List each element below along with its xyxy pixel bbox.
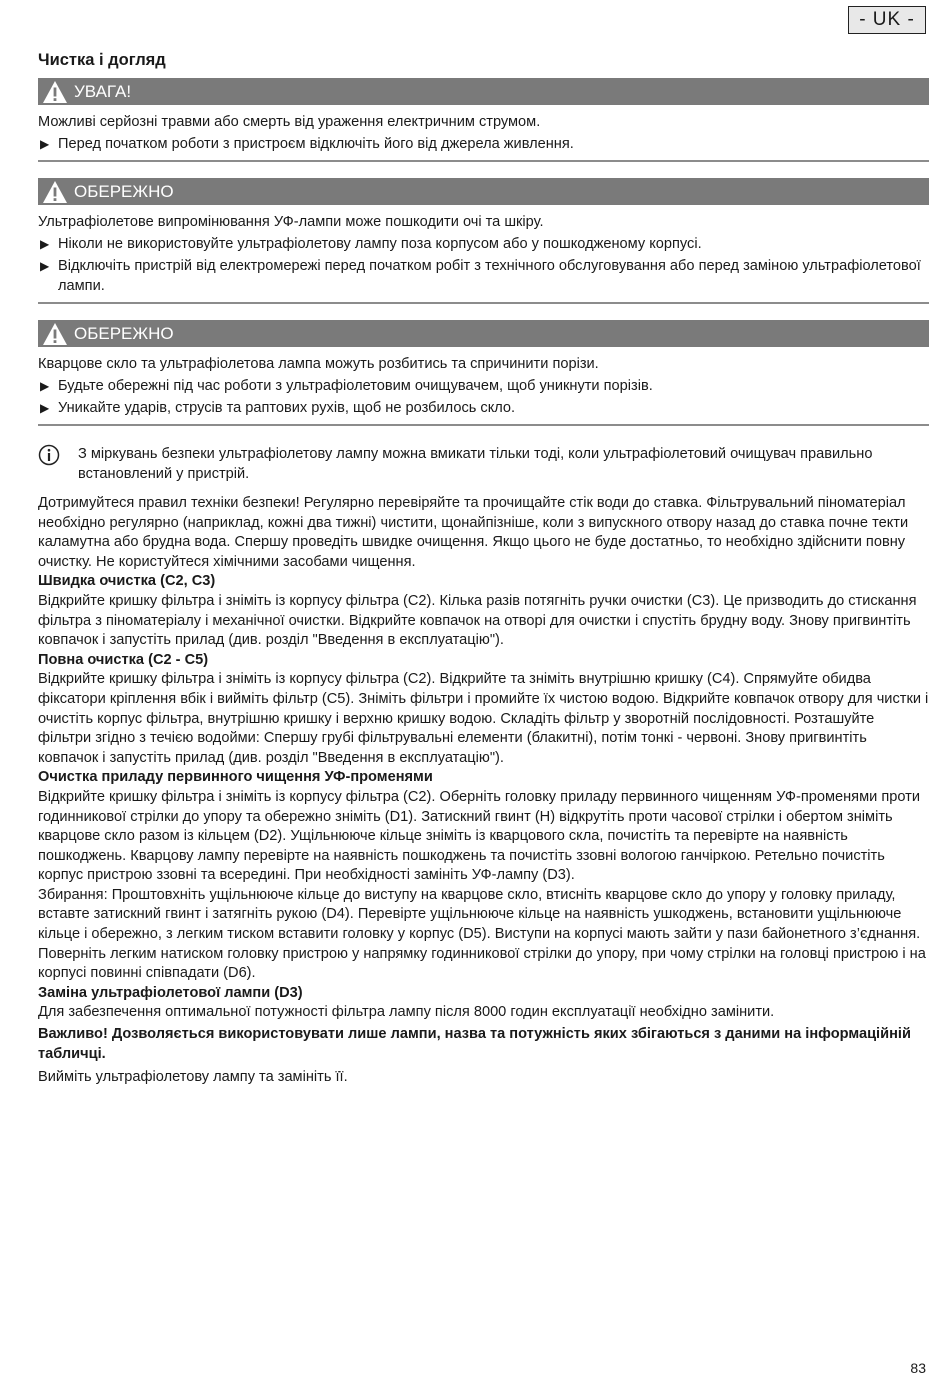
caution-bar bbox=[38, 178, 929, 205]
final-step: Вийміть ультрафіолетову лампу та замініть її. bbox=[38, 1069, 348, 1086]
bullet-arrow-icon: ▶ bbox=[40, 401, 50, 415]
uv-clean-heading: Очистка приладу первинного чищення УФ-променями bbox=[38, 769, 433, 786]
info-icon bbox=[38, 444, 78, 484]
language-tab: - UK - bbox=[848, 6, 926, 34]
bullet-arrow-icon: ▶ bbox=[40, 237, 50, 251]
warning-bar bbox=[38, 78, 929, 105]
info-note bbox=[38, 444, 929, 484]
info-text: З міркувань безпеки ультрафіолетову лампу можна вмикати тільки тоді, коли ультрафіолетовий очищувач правильно встановлений у пристрій. bbox=[78, 446, 873, 482]
caution-bullet: ▶ Будьте обережні під час роботи з ультрафіолетовим очищувачем, щоб уникнути порізів. bbox=[40, 378, 653, 394]
caution-bullet: ▶ Уникайте ударів, струсів та раптових рухів, щоб не розбилось скло. bbox=[40, 400, 516, 416]
warning-bullet: ▶ Перед початком роботи з пристроєм відключіть його від джерела живлення. bbox=[40, 136, 574, 152]
warning-text: Можливі серйозні травми або смерть від ураження електричним струмом. bbox=[38, 114, 541, 130]
intro-paragraph: Дотримуйтеся правил техніки безпеки! Регулярно перевіряйте та прочищайте стік води до ставка. Фільтрувальний піноматеріал необхідно регулярно (наприклад, кожні два тижні) чистити, щонайпізніше, коли з випускного отвору назад до ставка почне текти каламутна або брудна вода. Спершу проведіть швидке очищення. Якщо цього не буде достатньо, то необхідно здійснити повну очистку. Не користуйтеся хімічними засобами чищення. bbox=[38, 495, 909, 570]
quick-clean-heading: Швидка очистка (C2, C3) bbox=[38, 573, 216, 590]
caution-bullet: ▶ Відключіть пристрій від електромережі перед початком робіт з технічного обслуговування або перед заміною ультрафіолетової лампи. bbox=[40, 258, 921, 294]
warning-triangle-icon bbox=[42, 322, 68, 346]
important-note: Важливо! Дозволяється використовувати лише лампи, назва та потужність яких збігаються з даними на інформаційній табличці. bbox=[38, 1026, 911, 1062]
warning-label: УВАГА! bbox=[74, 81, 132, 101]
page-content bbox=[38, 51, 929, 1088]
page-title: Чистка і догляд bbox=[38, 51, 166, 69]
caution-bar bbox=[38, 320, 929, 347]
warning-triangle-icon bbox=[42, 80, 68, 104]
bullet-arrow-icon: ▶ bbox=[40, 137, 50, 151]
caution-bullet: ▶ Ніколи не використовуйте ультрафіолетову лампу поза корпусом або у пошкодженому корпусі. bbox=[40, 236, 702, 252]
caution-label: ОБЕРЕЖНО bbox=[74, 181, 174, 201]
lamp-replace-text: Для забезпечення оптимальної потужності фільтра лампу після 8000 годин експлуатації необхідно замінити. bbox=[38, 1004, 775, 1021]
assembly-text: Збирання: Проштовхніть ущільнююче кільце до виступу на кварцове скло, втисніть кварцове скло до упору у головку приладу, вставте затискний гвинт і затягніть рукою (D4). Перевірте ущільнююче кільце на наявність ушкоджень, встановити ущільнююче кільце і обережно, з легким тиском вставити головку у корпус (D5). Виступи на корпусі мають зайти у пази байонетного з’єднання. Поверніть легким натиском головку пристрою у напрямку годинникової стрілки до упору, при чому стрілки на головці пристрою і на корпусі повинні співпадати (D6). bbox=[38, 886, 926, 982]
warning-triangle-icon bbox=[42, 180, 68, 204]
bullet-arrow-icon: ▶ bbox=[40, 379, 50, 393]
caution-label: ОБЕРЕЖНО bbox=[74, 323, 174, 343]
page-number: 83 bbox=[910, 1360, 926, 1376]
lamp-replace-heading: Заміна ультрафіолетової лампи (D3) bbox=[38, 984, 303, 1001]
caution-text: Кварцове скло та ультрафіолетова лампа можуть розбитись та спричинити порізи. bbox=[38, 356, 599, 372]
divider bbox=[38, 424, 929, 426]
bullet-arrow-icon: ▶ bbox=[40, 259, 50, 273]
divider bbox=[38, 160, 929, 162]
uv-clean-text: Відкрийте кришку фільтра і зніміть із корпусу фільтра (C2). Оберніть головку приладу первинного чищенням УФ-променями проти годинникової стрілки до упору та обережно зніміть (D1). Затискний гвинт (H) відкрутіть проти часової стрілки і обертом зніміть кварцове скло разом із кільцем (D2). Ущільнююче кільце зніміть із кварцового скла, почистіть та перевірте на наявність пошкоджень. Кварцову лампу перевірте на наявність пошкоджень та почистіть ззовні вологою ганчіркою. Ретельно почистіть корпус пристрою ззовні та всередині. При необхідності замініть УФ-лампу (D3). bbox=[38, 788, 920, 884]
quick-clean-text: Відкрийте кришку фільтра і зніміть із корпусу фільтра (C2). Кілька разів потягніть ручки очистки (C3). Це призводить до стискання фільтра з піноматеріалу і механічної очистки. Відкрийте ковпачок на отворі для очистки і спустіть брудну воду. Знову пригвинтіть ковпачок і запустіть прилад (див. розділ "Введення в експлуатацію"). bbox=[38, 592, 917, 649]
full-clean-text: Відкрийте кришку фільтра і зніміть із корпусу фільтра (C2). Відкрийте та зніміть внутрішню кришку (C4). Спрямуйте обидва фіксатори кріплення вбік і вийміть фільтр (C5). Зніміть фільтри і промийте їх чистою водою. Відкрийте ковпачок отвору для чистки і очистіть корпус фільтра, внутрішню кришку і верхню кришку водою. Складіть фільтр у зворотній послідовності. Розташуйте фільтри згідно з течією водойми: Спершу грубі фільтрувальні елементи (блакитні), потім тонкі - червоні. Знову пригвинтіть ковпачок і запустіть прилад (див. розділ "Введення в експлуатацію"). bbox=[38, 671, 929, 766]
full-clean-heading: Повна очистка (C2 - C5) bbox=[38, 651, 209, 668]
divider bbox=[38, 302, 929, 304]
caution-text: Ультрафіолетове випромінювання УФ-лампи може пошкодити очі та шкіру. bbox=[38, 214, 544, 230]
